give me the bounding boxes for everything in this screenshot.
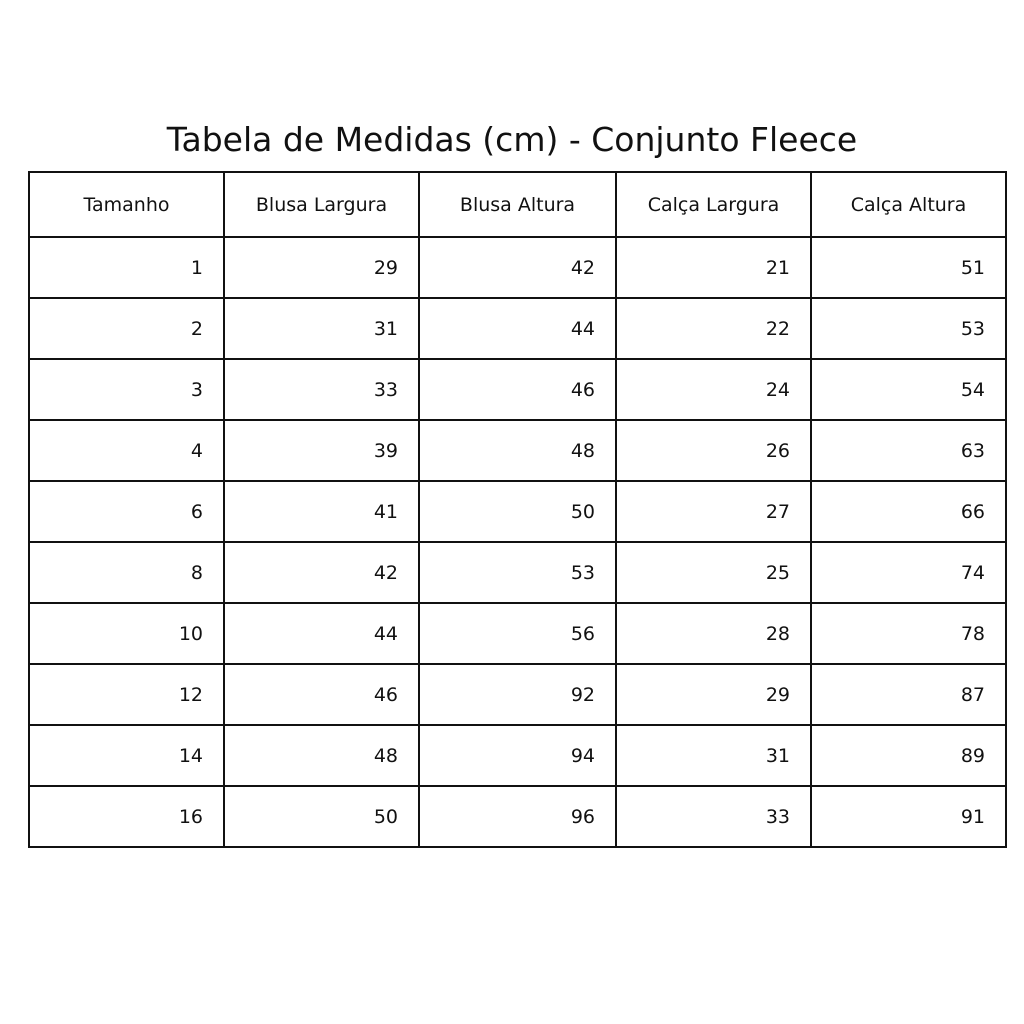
cell-tamanho: 8 — [29, 542, 224, 603]
cell-calca-largura: 31 — [616, 725, 811, 786]
cell-blusa-altura: 53 — [419, 542, 616, 603]
table-row — [29, 786, 1006, 847]
cell-calca-largura: 26 — [616, 420, 811, 481]
table-row — [29, 237, 1006, 298]
cell-blusa-largura: 44 — [224, 603, 419, 664]
cell-calca-altura: 87 — [811, 664, 1006, 725]
cell-calca-altura: 91 — [811, 786, 1006, 847]
cell-blusa-altura: 42 — [419, 237, 616, 298]
header-calca-altura: Calça Altura — [811, 172, 1006, 237]
cell-tamanho: 3 — [29, 359, 224, 420]
cell-blusa-largura: 31 — [224, 298, 419, 359]
cell-calca-altura: 78 — [811, 603, 1006, 664]
cell-blusa-largura: 39 — [224, 420, 419, 481]
cell-blusa-altura: 46 — [419, 359, 616, 420]
cell-calca-largura: 25 — [616, 542, 811, 603]
cell-calca-altura: 51 — [811, 237, 1006, 298]
cell-blusa-altura: 92 — [419, 664, 616, 725]
cell-blusa-largura: 42 — [224, 542, 419, 603]
cell-calca-largura: 29 — [616, 664, 811, 725]
cell-blusa-altura: 44 — [419, 298, 616, 359]
header-tamanho: Tamanho — [29, 172, 224, 237]
cell-blusa-largura: 48 — [224, 725, 419, 786]
cell-blusa-altura: 94 — [419, 725, 616, 786]
table-row — [29, 420, 1006, 481]
table-row — [29, 359, 1006, 420]
header-blusa-largura: Blusa Largura — [224, 172, 419, 237]
cell-blusa-altura: 56 — [419, 603, 616, 664]
cell-calca-largura: 22 — [616, 298, 811, 359]
cell-calca-altura: 74 — [811, 542, 1006, 603]
size-table — [28, 171, 1007, 848]
cell-blusa-altura: 48 — [419, 420, 616, 481]
table-row — [29, 298, 1006, 359]
cell-calca-largura: 33 — [616, 786, 811, 847]
cell-tamanho: 4 — [29, 420, 224, 481]
header-row — [29, 172, 1006, 237]
cell-calca-largura: 24 — [616, 359, 811, 420]
cell-blusa-altura: 96 — [419, 786, 616, 847]
cell-tamanho: 12 — [29, 664, 224, 725]
cell-calca-altura: 89 — [811, 725, 1006, 786]
cell-tamanho: 10 — [29, 603, 224, 664]
table-row — [29, 481, 1006, 542]
cell-blusa-altura: 50 — [419, 481, 616, 542]
cell-calca-largura: 27 — [616, 481, 811, 542]
header-blusa-altura: Blusa Altura — [419, 172, 616, 237]
cell-blusa-largura: 46 — [224, 664, 419, 725]
cell-blusa-largura: 41 — [224, 481, 419, 542]
cell-tamanho: 14 — [29, 725, 224, 786]
cell-calca-largura: 21 — [616, 237, 811, 298]
cell-tamanho: 6 — [29, 481, 224, 542]
cell-tamanho: 2 — [29, 298, 224, 359]
cell-blusa-largura: 29 — [224, 237, 419, 298]
table-row — [29, 664, 1006, 725]
table-title: Tabela de Medidas (cm) - Conjunto Fleece — [166, 120, 858, 159]
cell-calca-altura: 66 — [811, 481, 1006, 542]
table-row — [29, 603, 1006, 664]
cell-calca-altura: 53 — [811, 298, 1006, 359]
table-row — [29, 542, 1006, 603]
header-calca-largura: Calça Largura — [616, 172, 811, 237]
table-row — [29, 725, 1006, 786]
cell-tamanho: 1 — [29, 237, 224, 298]
cell-blusa-largura: 50 — [224, 786, 419, 847]
cell-blusa-largura: 33 — [224, 359, 419, 420]
cell-tamanho: 16 — [29, 786, 224, 847]
cell-calca-altura: 54 — [811, 359, 1006, 420]
cell-calca-largura: 28 — [616, 603, 811, 664]
cell-calca-altura: 63 — [811, 420, 1006, 481]
